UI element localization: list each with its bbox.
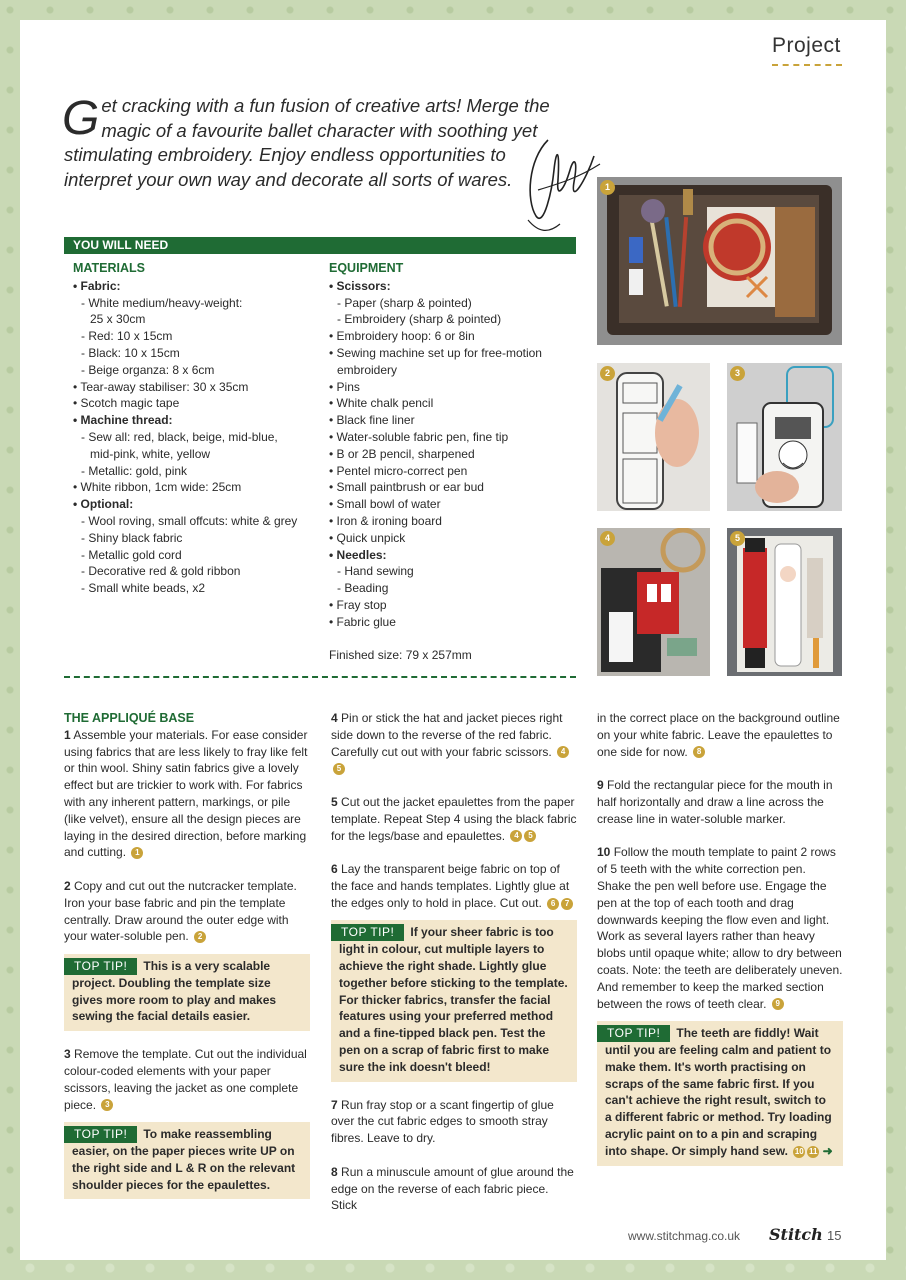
photo-number: 2 (600, 366, 615, 381)
list-item: embroidery (337, 362, 398, 377)
intro-paragraph (64, 94, 554, 192)
top-tip-3: TOP TIP! If your sheer fabric is too light in colour, cut multiple layers to achieve the right shade. Lightly glue together before sticking to the template. For thicker fabrics, transfer the facial features using your preferred method and a fine-tipped black pen. Test the pen on a scrap of fabric first to make sure the ink doesn't bleed! (331, 920, 577, 1081)
photo-ref-badge: 9 (772, 998, 784, 1010)
red-fabric-pieces-image (597, 528, 710, 676)
list-item: - White medium/heavy-weight: (81, 295, 243, 310)
intro-text: et cracking with a fun fusion of creative arts! Merge the magic of a favourite ballet character with soothing yet stimulating embroidery. Enjoy endless opportunities to interpret your own way and decorate all sorts of wares. (64, 95, 550, 190)
list-item: - Metallic gold cord (81, 547, 182, 562)
list-item: - Small white beads, x2 (81, 581, 206, 596)
list-item: • Pentel micro-correct pen (329, 463, 468, 478)
top-tip-4: TOP TIP! The teeth are fiddly! Wait until you are feeling calm and patient to make them. It's worth practising on scraps of the same fabric first. If you can't achieve the right result, switch to a different fabric or method. Try loading acrylic paint on to a pin and scraping into shape. Or simply hand sew. 10 11 ➜ (597, 1021, 843, 1165)
photo-2-tracing (597, 363, 710, 511)
photo-ref-badge: 4 (557, 746, 569, 758)
column-1 (64, 710, 310, 1199)
list-item: • Small paintbrush or ear bud (329, 480, 484, 495)
photo-ref-badge: 2 (194, 931, 206, 943)
list-item: • B or 2B pencil, sharpened (329, 446, 475, 461)
step-4: 4 Pin or stick the hat and jacket pieces right side down to the reverse of the red fabric. Carefully cut out with your fabric scissors. 45 (331, 710, 577, 777)
top-tip-1: TOP TIP! This is a very scalable project. Doubling the template size gives more room to play and makes sewing the facial details easier. (64, 954, 310, 1031)
continue-arrow-icon: ➜ (822, 1143, 833, 1158)
photo-3-cutting (727, 363, 842, 511)
list-item: - Beading (337, 581, 389, 596)
list-item: • Black fine liner (329, 413, 415, 428)
list-item: - Metallic: gold, pink (81, 463, 188, 478)
list-item: - Shiny black fabric (81, 530, 183, 545)
step-8-continued: in the correct place on the background outline on your white fabric. Leave the epaulettes to one side for now. 8 (597, 711, 840, 759)
equipment-list (329, 260, 579, 663)
list-item: • Scotch magic tape (73, 396, 180, 411)
photo-ref-badge: 8 (693, 746, 705, 758)
photo-ref-badge: 11 (809, 1146, 818, 1156)
step-8: 8 Run a minuscule amount of glue around the edge on the reverse of each fabric piece. Stick (331, 1164, 574, 1213)
signature-icon (508, 120, 604, 240)
list-item: • White ribbon, 1cm wide: 25cm (73, 480, 242, 495)
photo-number: 1 (600, 180, 615, 195)
materials-items (73, 278, 313, 597)
equipment-items (329, 278, 579, 631)
list-item: • Fabric: (73, 278, 121, 293)
top-tip-label: TOP TIP! (597, 1025, 670, 1042)
list-item: • Fray stop (329, 597, 387, 612)
step-2: 2 Copy and cut out the nutcracker template. Iron your base fabric and pin the template centrally. Draw around the outer edge with your water-soluble pen. 2 (64, 878, 297, 944)
photo-ref-badge: 4 (510, 830, 522, 842)
photo-ref-badge: 6 (547, 898, 559, 910)
finished-size: Finished size: 79 x 257mm (329, 647, 472, 662)
list-item: - Beige organza: 8 x 6cm (81, 362, 215, 377)
step-1: 1 Assemble your materials. For ease consider using fabrics that are less likely to fray like felt or thin wool. Shiny satin fabrics give a lovely effect but are trickier to work with. For fabrics with any inherent pattern, markings, or pile (like velvet), ensure all the design pieces are laying in the desired direction, before marking and cutting. 1 (64, 727, 308, 860)
materials-heading: MATERIALS (73, 261, 145, 275)
list-item: - Paper (sharp & pointed) (337, 295, 472, 310)
step-5: 5 Cut out the jacket epaulettes from the paper template. Repeat Step 4 using the black fabric for the legs/base and epaulettes. 4 5 (331, 794, 577, 843)
applique-base-heading: THE APPLIQUÉ BASE (64, 711, 195, 725)
list-item: - Embroidery (sharp & pointed) (337, 312, 502, 327)
list-item: • Pins (329, 379, 360, 394)
list-item: • Quick unpick (329, 530, 406, 545)
list-item: • Needles: (329, 547, 387, 562)
list-item: • Fabric glue (329, 614, 396, 629)
template-cutting-image (727, 363, 842, 511)
list-item: • Scissors: (329, 278, 391, 293)
photo-ref-badge: 1 (131, 847, 143, 859)
photo-ref-badge: 3 (101, 1099, 113, 1111)
drop-cap: G (62, 92, 100, 145)
list-item: 25 x 30cm (90, 312, 146, 327)
photo-number: 5 (730, 531, 745, 546)
list-item: - Black: 10 x 15cm (81, 345, 180, 360)
list-item: • Machine thread: (73, 413, 173, 428)
step-3: 3 Remove the template. Cut out the individual colour-coded elements with your paper scissors, leaving the jacket as one complete piece. 3 (64, 1047, 307, 1112)
list-item: - Hand sewing (337, 564, 414, 579)
list-item: - Sew all: red, black, beige, mid-blue, (81, 429, 278, 444)
assembled-nutcracker-image (727, 528, 842, 676)
top-tip-label: TOP TIP! (64, 958, 137, 975)
list-item: • Optional: (73, 497, 134, 512)
top-tip-label: TOP TIP! (331, 924, 404, 941)
photo-ref-badge: 5 (333, 763, 345, 775)
list-item: • Sewing machine set up for free-motion (329, 345, 542, 360)
page (20, 20, 886, 1260)
list-item: - Red: 10 x 15cm (81, 329, 173, 344)
photo-number: 4 (600, 531, 615, 546)
top-tip-label: TOP TIP! (64, 1126, 137, 1143)
step-6: 6 Lay the transparent beige fabric on top of the face and hands templates. Lightly glue at the edges only to hold in place. Cut out. 6 7 (331, 861, 577, 911)
footer-url[interactable]: www.stitchmag.co.uk (628, 1229, 741, 1243)
footer-brand-logo: Stitch (769, 1225, 823, 1244)
list-item: - Wool roving, small offcuts: white & grey (81, 513, 298, 528)
basket-of-materials-image (597, 177, 842, 345)
list-item: - Decorative red & gold ribbon (81, 564, 241, 579)
photo-ref-badge: 10 (794, 1146, 804, 1156)
step-7: 7 Run fray stop or a scant fingertip of glue over the cut fabric edges to smooth stray fibres. Leave to dry. (331, 1097, 554, 1146)
photo-1-materials (597, 177, 842, 345)
equipment-heading: EQUIPMENT (329, 261, 404, 275)
photo-number: 3 (730, 366, 745, 381)
photo-4-red-fabric (597, 528, 710, 676)
materials-list (73, 260, 313, 597)
step-10: 10 Follow the mouth template to paint 2 rows of 5 teeth with the white correction pen. Shake the pen well before use. Engage the pen at the top of each tooth and drag downwards keeping the flow even and light. Work as several layers rather than heavy blobs until opaque white; allow to dry between coats. Note: the teeth are deliberately uneven. And remember to keep the marked section between the rows of teeth clear. 9 (597, 845, 843, 1011)
section-underline (772, 64, 842, 66)
list-item: • White chalk pencil (329, 396, 434, 411)
column-2 (331, 710, 577, 1231)
section-tag: Project (772, 34, 841, 57)
photo-ref-badge: 7 (561, 898, 573, 910)
page-number: 15 (827, 1228, 842, 1243)
list-item: • Water-soluble fabric pen, fine tip (329, 429, 509, 444)
photo-ref-badge: 5 (524, 830, 536, 842)
list-item: • Iron & ironing board (329, 513, 442, 528)
step-9: 9 Fold the rectangular piece for the mouth in half horizontally and draw a line across the crease line in water-soluble marker. (597, 778, 833, 826)
top-tip-2: TOP TIP! To make reassembling easier, on the paper pieces write UP on the right side and L & R on the relevant shoulder pieces for the epaulettes. (64, 1122, 310, 1199)
list-item: • Embroidery hoop: 6 or 8in (329, 329, 475, 344)
template-tracing-image (597, 363, 710, 511)
dashed-divider (64, 676, 576, 678)
photo-5-assembled (727, 528, 842, 676)
column-3 (597, 710, 843, 1166)
list-item: mid-pink, white, yellow (90, 446, 211, 461)
you-will-need-header: YOU WILL NEED (64, 237, 576, 254)
list-item: • Tear-away stabiliser: 30 x 35cm (73, 379, 249, 394)
list-item: • Small bowl of water (329, 497, 441, 512)
